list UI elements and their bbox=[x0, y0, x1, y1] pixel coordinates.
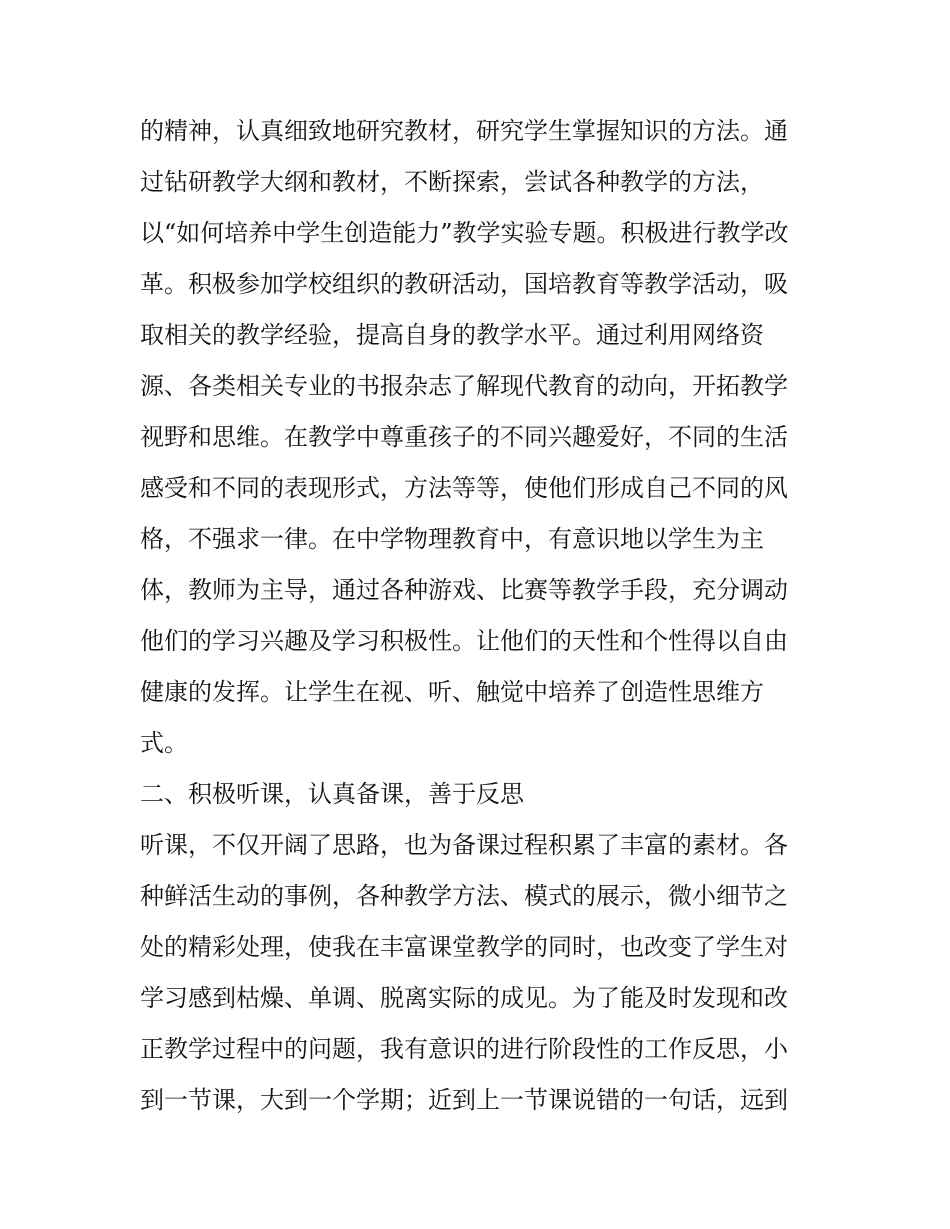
text-line: 体，教师为主导，通过各种游戏、比赛等教学手段，充分调动 bbox=[140, 576, 788, 604]
text-line: 的精神，认真细致地研究教材，研究学生掌握知识的方法。通 bbox=[140, 117, 788, 145]
text-line: 式。 bbox=[140, 729, 188, 757]
text-line: 视野和思维。在教学中尊重孩子的不同兴趣爱好，不同的生活 bbox=[140, 423, 788, 451]
text-line: 以“如何培养中学生创造能力”教学实验专题。积极进行教学改 bbox=[140, 219, 789, 247]
text-line: 听课，不仅开阔了思路，也为备课过程积累了丰富的素材。各 bbox=[140, 831, 788, 859]
text-line: 源、各类相关专业的书报杂志了解现代教育的动向，开拓教学 bbox=[140, 372, 788, 400]
text-line: 感受和不同的表现形式，方法等等，使他们形成自己不同的风 bbox=[140, 474, 788, 502]
text-line: 健康的发挥。让学生在视、听、触觉中培养了创造性思维方 bbox=[140, 678, 764, 706]
section-heading: 二、积极听课，认真备课，善于反思 bbox=[140, 780, 524, 808]
text-line: 到一节课，大到一个学期；近到上一节课说错的一句话，远到 bbox=[140, 1086, 788, 1114]
text-line: 革。积极参加学校组织的教研活动，国培教育等教学活动，吸 bbox=[140, 270, 788, 298]
text-line: 学习感到枯燥、单调、脱离实际的成见。为了能及时发现和改 bbox=[140, 984, 788, 1012]
text-line: 他们的学习兴趣及学习积极性。让他们的天性和个性得以自由 bbox=[140, 627, 788, 655]
text-line: 正教学过程中的问题，我有意识的进行阶段性的工作反思，小 bbox=[140, 1035, 788, 1063]
text-line: 种鲜活生动的事例，各种教学方法、模式的展示，微小细节之 bbox=[140, 882, 788, 910]
text-line: 取相关的教学经验，提高自身的教学水平。通过利用网络资 bbox=[140, 321, 764, 349]
body-text bbox=[140, 106, 820, 1126]
text-line: 处的精彩处理，使我在丰富课堂教学的同时，也改变了学生对 bbox=[140, 933, 788, 961]
text-line: 过钻研教学大纲和教材，不断探索，尝试各种教学的方法， bbox=[140, 168, 764, 196]
text-line: 格，不强求一律。在中学物理教育中，有意识地以学生为主 bbox=[140, 525, 764, 553]
